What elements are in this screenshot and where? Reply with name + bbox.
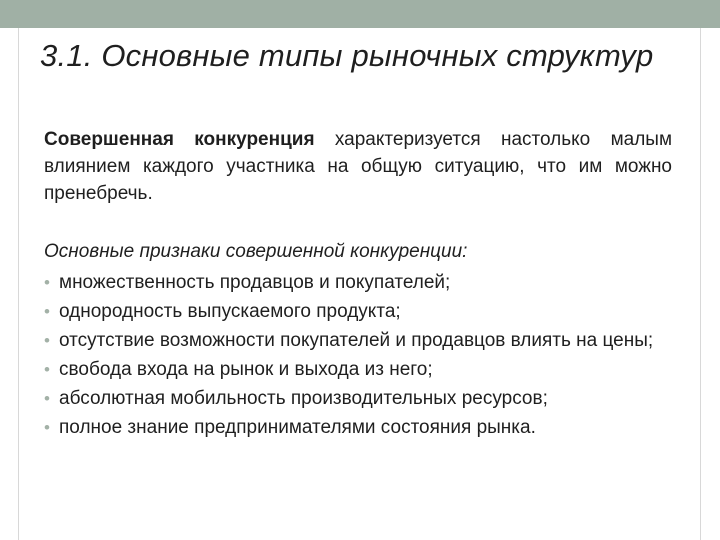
bullet-icon: • [44,418,50,437]
slide-title: 3.1. Основные типы рыночных структур [40,38,654,73]
intro-strong-text: Совершенная конкуренция [44,129,315,150]
list-item-text: абсолютная мобильность производительных ресурсов; [59,388,548,409]
list-item [44,268,672,297]
bullet-icon: • [44,360,50,379]
list-item-text: отсутствие возможности покупателей и продавцов влиять на цены; [59,330,654,351]
bullet-icon: • [44,302,50,321]
list-item-text: множественность продавцов и покупателей; [59,272,451,293]
list-item-text: однородность выпускаемого продукта; [59,301,401,322]
bullet-icon: • [44,273,50,292]
list-item [44,326,672,355]
list-item [44,355,672,384]
bullet-icon: • [44,331,50,350]
list-item [44,413,672,442]
list-item-text: свобода входа на рынок и выхода из него; [59,359,433,380]
intro-paragraph [44,126,672,207]
list-item [44,297,672,326]
features-heading: Основные признаки совершенной конкуренции: [44,241,468,262]
list-item [44,384,672,413]
slide-content [44,126,672,442]
intro-rest-text: характеризуется настолько малым влиянием каждого участника на общую ситуацию, что им можно пренебречь. [44,129,673,204]
list-item-text: полное знание предпринимателями состояния рынка. [59,417,536,438]
bullet-icon: • [44,389,50,408]
top-accent-bar [0,0,720,28]
features-list [44,268,672,442]
